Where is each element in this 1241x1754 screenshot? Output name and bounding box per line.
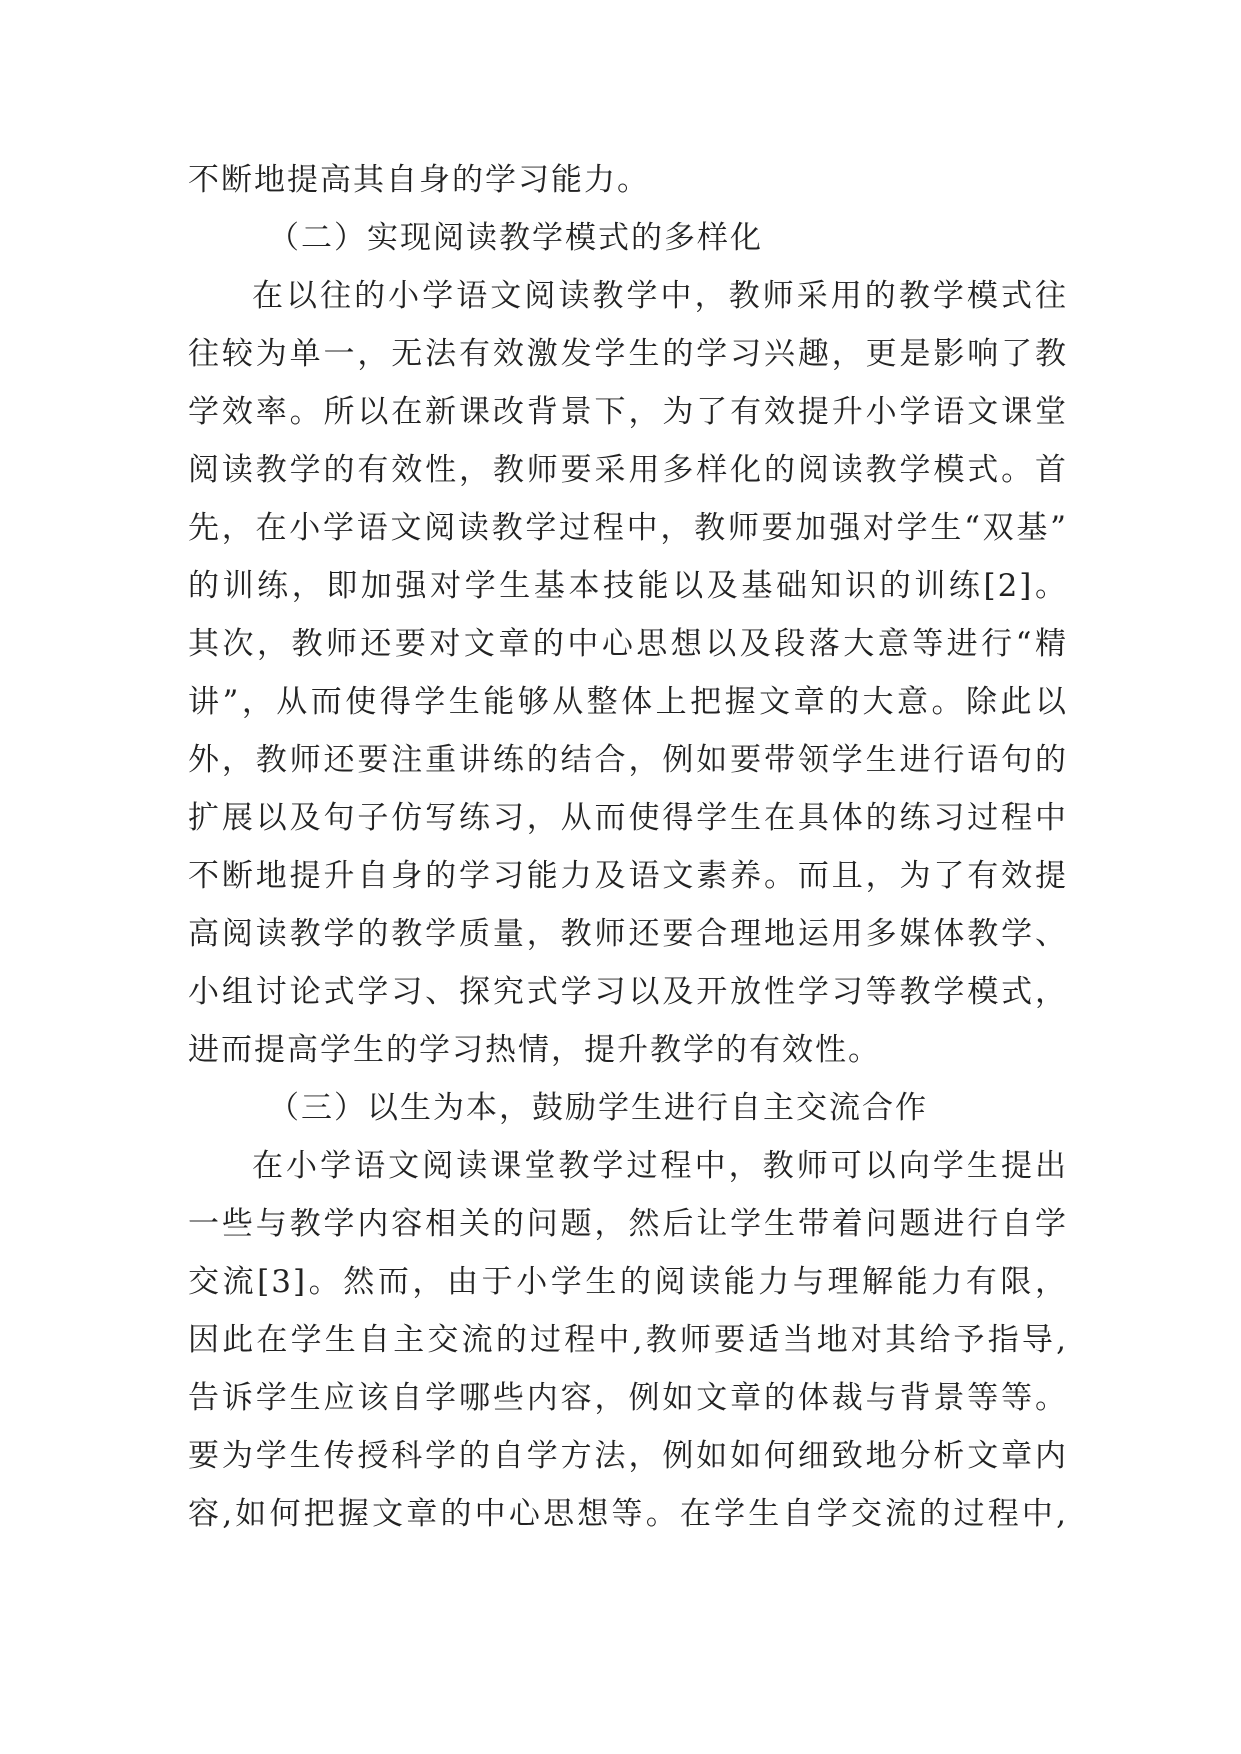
paragraph-line: 阅读教学的有效性，教师要采用多样化的阅读教学模式。首 [188, 452, 1068, 488]
paragraph-line: 不断地提高其自身的学习能力。 [188, 162, 650, 198]
paragraph-line: 其次，教师还要对文章的中心思想以及段落大意等进行“精 [188, 626, 1068, 662]
paragraph-line: 交流[3]。然而，由于小学生的阅读能力与理解能力有限， [188, 1264, 1068, 1300]
section-heading: （二）实现阅读教学模式的多样化 [268, 220, 763, 256]
paragraph-line: 往较为单一，无法有效激发学生的学习兴趣，更是影响了教 [188, 336, 1068, 372]
paragraph-line: 一些与教学内容相关的问题，然后让学生带着问题进行自学 [188, 1206, 1068, 1242]
paragraph-line: 的训练，即加强对学生基本技能以及基础知识的训练[2]。 [188, 568, 1068, 604]
paragraph-line: 学效率。所以在新课改背景下，为了有效提升小学语文课堂 [188, 394, 1068, 430]
paragraph-line: 小组讨论式学习、探究式学习以及开放性学习等教学模式， [188, 974, 1068, 1010]
paragraph-line: 不断地提升自身的学习能力及语文素养。而且，为了有效提 [188, 858, 1068, 894]
paragraph-line: 外，教师还要注重讲练的结合，例如要带领学生进行语句的 [188, 742, 1068, 778]
section-heading: （三）以生为本，鼓励学生进行自主交流合作 [268, 1090, 928, 1126]
paragraph-line: 在小学语文阅读课堂教学过程中，教师可以向学生提出 [252, 1148, 1068, 1184]
paragraph-line: 进而提高学生的学习热情，提升教学的有效性。 [188, 1032, 881, 1068]
paragraph-line: 要为学生传授科学的自学方法，例如如何细致地分析文章内 [188, 1438, 1068, 1474]
paragraph-line: 高阅读教学的教学质量，教师还要合理地运用多媒体教学、 [188, 916, 1068, 952]
paragraph-line: 讲”，从而使得学生能够从整体上把握文章的大意。除此以 [188, 684, 1068, 720]
paragraph-line: 容,如何把握文章的中心思想等。在学生自学交流的过程中, [188, 1496, 1068, 1532]
paragraph-line: 先，在小学语文阅读教学过程中，教师要加强对学生“双基” [188, 510, 1068, 546]
paragraph-line: 扩展以及句子仿写练习，从而使得学生在具体的练习过程中 [188, 800, 1068, 836]
paragraph-line: 告诉学生应该自学哪些内容，例如文章的体裁与背景等等。 [188, 1380, 1068, 1416]
paragraph-line: 在以往的小学语文阅读教学中，教师采用的教学模式往 [252, 278, 1068, 314]
body-text [188, 151, 1068, 1543]
paragraph-line: 因此在学生自主交流的过程中,教师要适当地对其给予指导, [188, 1322, 1068, 1358]
